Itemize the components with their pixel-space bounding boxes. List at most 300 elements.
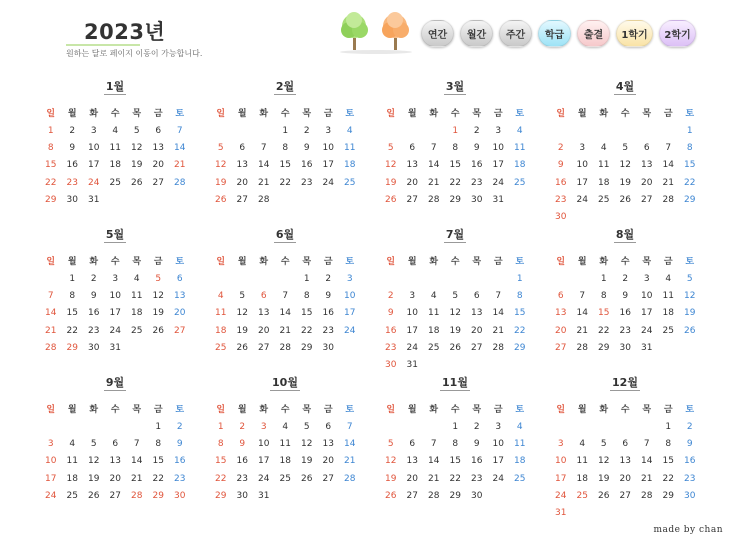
day-cell: 12 (215, 160, 227, 171)
weekday-label: 목 (302, 405, 312, 415)
empty-cell (275, 271, 297, 288)
day-cell: 13 (322, 439, 334, 450)
weekday-label: 화 (429, 257, 439, 267)
day-cell: 19 (215, 177, 227, 188)
month-title[interactable] (380, 226, 530, 242)
day-cell: 24 (344, 325, 356, 336)
weekday-label: 월 (237, 109, 247, 119)
day-cell: 15 (514, 308, 526, 319)
weekday-label: 일 (386, 109, 396, 119)
weekday-label: 일 (46, 109, 56, 119)
day-cell: 5 (155, 274, 162, 284)
weekday-label: 월 (67, 405, 77, 415)
empty-cell (423, 419, 445, 436)
month-title[interactable] (550, 78, 700, 94)
day-cell: 30 (322, 342, 334, 353)
day-cell: 19 (449, 325, 461, 336)
weekday-label: 월 (237, 405, 247, 415)
day-cell: 24 (492, 473, 504, 484)
day-cell: 2 (303, 126, 310, 136)
day-cell: 26 (88, 490, 100, 501)
day-cell: 21 (279, 325, 291, 336)
month-6 (210, 226, 380, 374)
day-cell: 1 (516, 274, 523, 284)
day-cell: 1 (686, 126, 693, 136)
day-cell: 5 (600, 439, 607, 450)
weekday-label: 화 (599, 405, 609, 415)
weekday-label: 월 (407, 405, 417, 415)
empty-cell (40, 419, 62, 436)
weekday-header (210, 254, 361, 267)
empty-cell (550, 271, 572, 288)
weekday-header (380, 402, 531, 415)
day-cell: 21 (428, 177, 440, 188)
month-title[interactable] (380, 374, 530, 390)
credit: made by chan (653, 525, 723, 535)
day-cell: 2 (325, 274, 332, 284)
day-cell: 22 (684, 177, 696, 188)
day-cell: 16 (174, 456, 186, 467)
weekday-label: 수 (620, 257, 630, 267)
day-cell: 18 (344, 160, 356, 171)
day-cell: 15 (684, 160, 696, 171)
day-cell: 2 (69, 126, 76, 136)
weekday-label: 수 (280, 405, 290, 415)
day-cell: 22 (449, 473, 461, 484)
day-cell: 6 (409, 143, 416, 154)
weekday-header (380, 254, 531, 267)
month-title[interactable] (210, 78, 360, 94)
day-cell: 6 (260, 291, 267, 302)
day-cell: 29 (152, 490, 164, 501)
day-cell: 3 (409, 291, 416, 302)
day-cell: 24 (492, 177, 504, 188)
day-cell: 22 (301, 325, 313, 336)
day-cell: 12 (385, 160, 397, 171)
day-cell: 21 (45, 325, 57, 336)
day-cell: 16 (322, 308, 334, 319)
day-cell: 29 (66, 342, 78, 353)
subtitle: 원하는 달로 페이지 이동이 가능합니다. (66, 49, 203, 58)
day-cell: 2 (557, 143, 564, 154)
day-cell: 15 (598, 308, 610, 319)
day-cell: 21 (492, 325, 504, 336)
day-cell: 17 (344, 308, 356, 319)
day-cell: 1 (600, 274, 607, 284)
toolbar (421, 20, 696, 47)
day-cell: 11 (598, 160, 610, 171)
day-cell: 19 (131, 160, 143, 171)
empty-cell (488, 271, 510, 288)
day-cell: 20 (174, 308, 186, 319)
day-cell: 16 (385, 325, 397, 336)
day-cell: 25 (344, 177, 356, 188)
day-cell: 28 (174, 177, 186, 188)
weekday-label: 화 (259, 405, 269, 415)
day-cell: 19 (236, 325, 248, 336)
month-title-label: 8월 (615, 228, 635, 241)
weekday-label: 화 (89, 109, 99, 119)
day-cell: 4 (346, 126, 353, 136)
empty-cell (253, 271, 275, 288)
weekday-label: 토 (175, 109, 185, 119)
day-grid (210, 419, 360, 505)
day-cell: 15 (45, 160, 57, 171)
empty-cell (572, 419, 594, 436)
day-cell: 11 (662, 291, 674, 302)
day-grid (380, 419, 530, 505)
day-cell: 17 (258, 456, 270, 467)
day-cell: 25 (109, 177, 121, 188)
day-cell: 18 (279, 456, 291, 467)
month-title[interactable] (550, 226, 700, 242)
day-cell: 8 (155, 439, 162, 450)
day-cell: 19 (385, 177, 397, 188)
day-cell: 18 (598, 177, 610, 188)
day-cell: 7 (665, 143, 672, 154)
day-cell: 10 (406, 308, 418, 319)
day-cell: 26 (215, 194, 227, 205)
month-title[interactable] (40, 226, 190, 242)
month-title[interactable] (550, 374, 700, 390)
day-cell: 23 (555, 194, 567, 205)
weekday-label: 화 (89, 405, 99, 415)
day-cell: 18 (109, 160, 121, 171)
day-cell: 15 (301, 308, 313, 319)
day-cell: 22 (215, 473, 227, 484)
day-cell: 25 (428, 342, 440, 353)
day-cell: 13 (555, 308, 567, 319)
month-title-label: 7월 (445, 228, 465, 241)
empty-cell (445, 271, 467, 288)
day-cell: 25 (662, 325, 674, 336)
day-cell: 31 (109, 342, 121, 353)
day-cell: 13 (641, 160, 653, 171)
day-cell: 26 (619, 194, 631, 205)
day-cell: 1 (47, 126, 54, 136)
empty-cell (380, 271, 402, 288)
day-cell: 6 (239, 143, 246, 154)
month-title-label: 12월 (612, 376, 638, 389)
day-cell: 1 (155, 422, 162, 432)
day-cell: 28 (428, 194, 440, 205)
day-cell: 17 (406, 325, 418, 336)
weekday-label: 금 (663, 405, 673, 415)
tab-yearly-button[interactable]: 연간 (421, 20, 454, 47)
day-cell: 22 (152, 473, 164, 484)
day-cell: 6 (473, 291, 480, 302)
day-cell: 25 (131, 325, 143, 336)
weekday-header (550, 106, 701, 119)
month-title-label: 1월 (105, 80, 125, 93)
day-cell: 7 (430, 143, 437, 154)
day-cell: 24 (576, 194, 588, 205)
month-title-label: 11월 (442, 376, 468, 389)
day-cell: 21 (258, 177, 270, 188)
day-cell: 6 (557, 291, 564, 302)
day-cell: 9 (325, 291, 332, 302)
month-title[interactable] (210, 226, 360, 242)
day-cell: 4 (516, 126, 523, 136)
day-cell: 31 (406, 359, 418, 370)
day-cell: 24 (109, 325, 121, 336)
weekday-label: 목 (132, 405, 142, 415)
day-cell: 8 (665, 439, 672, 450)
day-cell: 28 (344, 473, 356, 484)
weekday-label: 토 (515, 109, 525, 119)
day-cell: 8 (452, 439, 459, 450)
day-cell: 28 (576, 342, 588, 353)
weekday-label: 수 (280, 109, 290, 119)
day-cell: 5 (90, 439, 97, 450)
day-cell: 17 (45, 473, 57, 484)
month-title-label: 6월 (275, 228, 295, 241)
day-cell: 3 (90, 126, 97, 136)
day-cell: 22 (598, 325, 610, 336)
day-cell: 13 (152, 143, 164, 154)
day-cell: 11 (109, 143, 121, 154)
day-cell: 3 (47, 439, 54, 450)
day-cell: 3 (325, 126, 332, 136)
empty-cell (210, 271, 232, 288)
month-12 (550, 374, 720, 522)
day-cell: 24 (555, 490, 567, 501)
weekday-label: 수 (620, 109, 630, 119)
day-cell: 23 (385, 342, 397, 353)
day-cell: 14 (45, 308, 57, 319)
day-cell: 12 (385, 456, 397, 467)
day-cell: 23 (684, 473, 696, 484)
day-cell: 28 (428, 490, 440, 501)
weekday-label: 목 (472, 257, 482, 267)
day-cell: 9 (90, 291, 97, 302)
day-cell: 31 (492, 194, 504, 205)
tree-icon (336, 6, 416, 54)
weekday-label: 일 (386, 405, 396, 415)
month-title-label: 10월 (272, 376, 298, 389)
day-cell: 9 (557, 160, 564, 171)
month-title[interactable] (210, 374, 360, 390)
day-cell: 11 (66, 456, 78, 467)
day-cell: 9 (239, 439, 246, 450)
day-cell: 6 (409, 439, 416, 450)
empty-cell (572, 123, 594, 140)
weekday-label: 일 (556, 257, 566, 267)
weekday-label: 화 (599, 257, 609, 267)
day-cell: 29 (684, 194, 696, 205)
day-cell: 29 (449, 490, 461, 501)
day-cell: 6 (622, 439, 629, 450)
month-1 (40, 78, 210, 226)
day-cell: 12 (152, 291, 164, 302)
day-grid (550, 123, 700, 226)
day-cell: 13 (236, 160, 248, 171)
weekday-label: 화 (89, 257, 99, 267)
tab-class-button[interactable]: 학급 (538, 20, 571, 47)
day-cell: 3 (495, 422, 502, 432)
day-cell: 21 (174, 160, 186, 171)
day-cell: 3 (579, 143, 586, 154)
day-cell: 1 (69, 274, 76, 284)
day-grid (380, 271, 530, 374)
weekday-label: 일 (556, 405, 566, 415)
day-cell: 28 (45, 342, 57, 353)
tab-monthly-button[interactable]: 월간 (460, 20, 493, 47)
month-title-label: 5월 (105, 228, 125, 241)
day-cell: 23 (619, 325, 631, 336)
day-cell: 23 (322, 325, 334, 336)
day-cell: 23 (301, 177, 313, 188)
day-grid (550, 271, 700, 357)
tab-semester-1-button[interactable]: 1학기 (616, 20, 653, 47)
day-cell: 12 (131, 143, 143, 154)
day-grid (210, 271, 360, 357)
day-cell: 13 (619, 456, 631, 467)
day-cell: 9 (303, 143, 310, 154)
day-cell: 20 (236, 177, 248, 188)
empty-cell (550, 419, 572, 436)
day-cell: 30 (385, 359, 397, 370)
empty-cell (210, 123, 232, 140)
weekday-header (40, 106, 191, 119)
day-cell: 17 (109, 308, 121, 319)
day-cell: 30 (684, 490, 696, 501)
month-title[interactable] (380, 78, 530, 94)
weekday-label: 월 (577, 257, 587, 267)
day-cell: 21 (344, 456, 356, 467)
tab-semester-2-button[interactable]: 2학기 (659, 20, 696, 47)
empty-cell (232, 271, 254, 288)
day-cell: 17 (492, 456, 504, 467)
day-cell: 28 (258, 194, 270, 205)
day-cell: 4 (665, 274, 672, 284)
day-cell: 5 (686, 274, 693, 284)
weekday-label: 금 (323, 109, 333, 119)
day-cell: 16 (555, 177, 567, 188)
day-cell: 27 (236, 194, 248, 205)
day-cell: 7 (133, 439, 140, 450)
day-cell: 15 (449, 456, 461, 467)
month-title-label: 3월 (445, 80, 465, 93)
day-grid (380, 123, 530, 209)
day-cell: 21 (576, 325, 588, 336)
empty-cell (402, 419, 424, 436)
day-cell: 30 (471, 490, 483, 501)
weekday-label: 토 (685, 405, 695, 415)
day-cell: 26 (684, 325, 696, 336)
tab-attendance-button[interactable]: 출결 (577, 20, 610, 47)
tab-weekly-button[interactable]: 주간 (499, 20, 532, 47)
day-cell: 17 (576, 177, 588, 188)
day-cell: 24 (322, 177, 334, 188)
day-cell: 25 (576, 490, 588, 501)
day-grid (210, 123, 360, 209)
weekday-label: 목 (302, 257, 312, 267)
day-cell: 24 (641, 325, 653, 336)
empty-cell (615, 123, 637, 140)
month-title[interactable] (40, 374, 190, 390)
day-cell: 18 (428, 325, 440, 336)
day-cell: 28 (131, 490, 143, 501)
day-cell: 28 (641, 490, 653, 501)
day-cell: 2 (473, 126, 480, 136)
day-cell: 20 (641, 177, 653, 188)
day-cell: 19 (684, 308, 696, 319)
weekday-label: 화 (429, 405, 439, 415)
day-cell: 24 (45, 490, 57, 501)
day-cell: 14 (428, 160, 440, 171)
day-cell: 22 (514, 325, 526, 336)
weekday-label: 일 (386, 257, 396, 267)
day-cell: 17 (88, 160, 100, 171)
day-cell: 10 (88, 143, 100, 154)
weekday-label: 월 (237, 257, 247, 267)
day-cell: 19 (152, 308, 164, 319)
day-cell: 15 (215, 456, 227, 467)
empty-cell (636, 419, 658, 436)
day-cell: 19 (88, 473, 100, 484)
day-cell: 3 (346, 274, 353, 284)
month-title-label: 2월 (275, 80, 295, 93)
day-cell: 18 (514, 456, 526, 467)
weekday-label: 금 (153, 257, 163, 267)
day-cell: 19 (301, 456, 313, 467)
day-cell: 18 (662, 308, 674, 319)
weekday-label: 토 (515, 257, 525, 267)
day-cell: 5 (622, 143, 629, 154)
weekday-label: 목 (132, 257, 142, 267)
day-cell: 19 (619, 177, 631, 188)
empty-cell (83, 419, 105, 436)
day-cell: 14 (279, 308, 291, 319)
day-cell: 27 (471, 342, 483, 353)
weekday-label: 금 (153, 109, 163, 119)
empty-cell (423, 271, 445, 288)
weekday-label: 화 (259, 257, 269, 267)
day-cell: 22 (662, 473, 674, 484)
day-cell: 18 (66, 473, 78, 484)
weekday-label: 목 (642, 405, 652, 415)
weekday-label: 금 (663, 257, 673, 267)
weekday-label: 목 (472, 405, 482, 415)
day-cell: 16 (619, 308, 631, 319)
day-cell: 18 (514, 160, 526, 171)
weekday-label: 금 (663, 109, 673, 119)
weekday-header (550, 402, 701, 415)
day-cell: 26 (236, 342, 248, 353)
weekday-label: 토 (515, 405, 525, 415)
month-title[interactable] (40, 78, 190, 94)
day-cell: 29 (662, 490, 674, 501)
empty-cell (593, 123, 615, 140)
empty-cell (232, 123, 254, 140)
weekday-label: 토 (345, 257, 355, 267)
weekday-label: 월 (577, 405, 587, 415)
day-cell: 27 (406, 490, 418, 501)
day-cell: 15 (449, 160, 461, 171)
day-cell: 8 (600, 291, 607, 302)
weekday-label: 토 (685, 257, 695, 267)
day-cell: 4 (282, 422, 289, 432)
day-cell: 11 (215, 308, 227, 319)
day-cell: 2 (686, 422, 693, 432)
day-cell: 14 (258, 160, 270, 171)
day-cell: 2 (473, 422, 480, 432)
month-5 (40, 226, 210, 374)
weekday-label: 일 (556, 109, 566, 119)
day-cell: 20 (619, 473, 631, 484)
empty-cell (658, 123, 680, 140)
